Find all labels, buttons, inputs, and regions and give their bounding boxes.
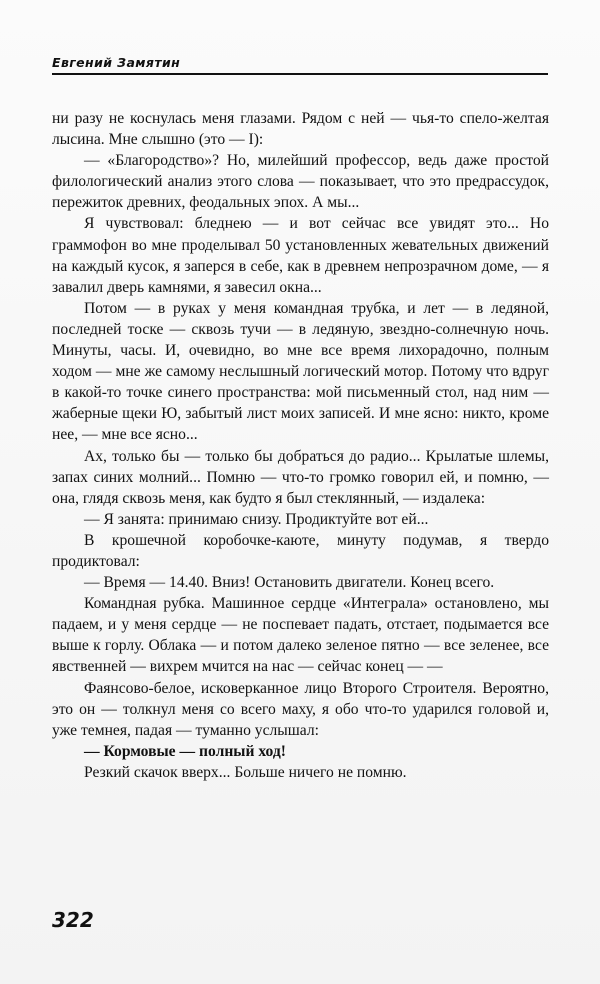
author-name: Евгений Замятин [52, 55, 181, 70]
page-number: 322 [52, 908, 94, 932]
paragraph: В крошечной коробочке-каюте, минуту подумав, я твердо продиктовал: [52, 531, 549, 570]
paragraph: — Время — 14.40. Вниз! Остановить двигатели. Конец всего. [84, 574, 495, 592]
paragraph: Фаянсово-белое, исковерканное лицо Второго Строителя. Вероятно, это он — толкнул меня со всего маху, я обо что-то ударился головой и, уже темнея, падая — туманно услышал: [52, 679, 549, 739]
paragraph: Потом — в руках у меня командная трубка, и лет — в ледяной, последней тоске — сквозь тучи — в ледяную, звездно-солнечную ночь. Минуты, часы. И, очевидно, во мне все время лихорадочно, полным ходом — мне же самому неслышный логический мотор. Потому что вдруг в какой-то точке синего пространства: мой письменный стол, над ним — жаберные щеки Ю, забытый лист моих записей. И мне ясно: никто, кроме нее, — мне все ясно... [52, 299, 549, 444]
paragraph: — Кормовые — полный ход! [84, 742, 286, 760]
paragraph: Командная рубка. Машинное сердце «Интеграла» остановлено, мы падаем, и у меня сердце — не поспевает падать, отстает, подымается все выше к горлу. Облака — и потом далеко зеленое пятно — все зеленее, все явственней — вихрем мчится на нас — сейчас конец — — [52, 595, 549, 676]
paragraph: Резкий скачок вверх... Больше ничего не помню. [84, 763, 407, 781]
paragraph: — Я занята: принимаю снизу. Продиктуйте вот ей... [84, 510, 429, 528]
running-header [52, 54, 548, 76]
paragraph: Я чувствовал: бледнею — и вот сейчас все увидят это... Но граммофон во мне проделывал 50 установленных жевательных движений на каждый кусок, я заперся в себе, как в древнем непрозрачном доме, — я завалил дверь камнями, я завесил окна... [52, 215, 549, 296]
header-rule [52, 73, 548, 75]
paragraph: ни разу не коснулась меня глазами. Рядом с ней — чья-то спело-желтая лысина. Мне слышно (это — I): [52, 110, 549, 149]
body-text [52, 108, 549, 783]
paragraph: Ах, только бы — только бы добраться до радио... Крылатые шлемы, запах синих молний... Помню — что-то громко говорил ей, и помню, — она, глядя сквозь меня, как будто я был стеклянный, — издалека: [52, 447, 549, 507]
paragraph: — «Благородство»? Но, милейший профессор, ведь даже простой филологический анализ этого слова — показывает, что это предрассудок, пережиток древних, феодальных эпох. А мы... [52, 152, 549, 212]
